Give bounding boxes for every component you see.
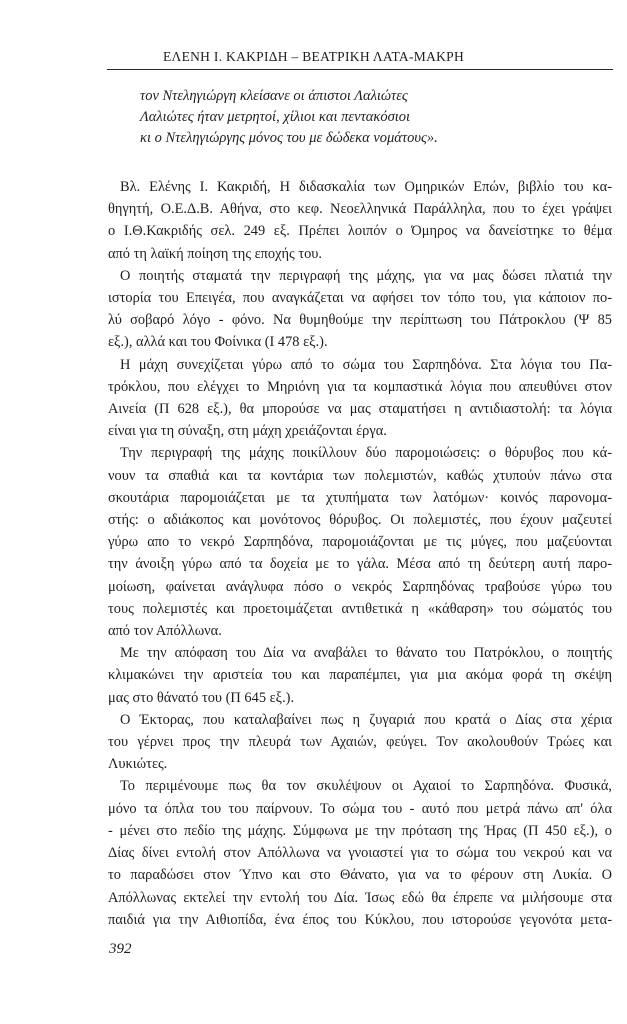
text-line: Απόλλωνας εκτελεί την εντολή του Δία. Ίσως εδώ θα έπρεπε να μιλήσουμε στα: [108, 889, 612, 906]
paragraph: [108, 442, 612, 642]
text-line: Την περιγραφή της μάχης ποικίλλουν δύο παρομοιώσεις: ο θόρυβος που κά-: [120, 445, 612, 462]
text-line: τρόκλου, που ελέγχει το Μηριόνη για τα κομπαστικά λόγια που απευθύνει στον: [108, 378, 612, 395]
text-line: Το περιμένουμε πως θα τον σκυλέψουν οι Αχαιοί το Σαρπηδόνα. Φυσικά,: [120, 778, 612, 795]
paragraph: [108, 176, 612, 265]
text-line: από τη λαϊκή ποίηση της εποχής του.: [108, 245, 323, 262]
text-line: μόνο τα όπλα του του παίρνουν. Το σώμα του - αυτό που μετρά πάνω απ' όλα: [108, 800, 612, 817]
text-line: μας στο θάνατό του (Π 645 εξ.).: [108, 689, 295, 706]
text-line: είναι για τη σύναξη, στη μάχη χρειάζονται έργα.: [108, 423, 387, 440]
text-line: το παραδώσει στον Ύπνο και στο Θάνατο, για να το φέρουν στη Λυκία. Ο: [108, 867, 612, 884]
text-line: του γέρνει προς την πλευρά των Αχαιών, φεύγει. Τον ακολουθούν Τρώες και: [108, 734, 612, 751]
text-line: νουν τα σπαθιά και τα κοντάρια των πολεμιστών, καθώς χτυπούν πάνω στα: [108, 467, 612, 484]
body-text: [108, 176, 612, 931]
text-line: Η μάχη συνεχίζεται γύρω από το σώμα του Σαρπηδόνα. Στα λόγια του Πα-: [120, 356, 612, 373]
text-line: παιδιά για την Αιθιοπίδα, ένα έπος του Κύκλου, που ιστορούσε γεγονότα μετα-: [108, 911, 612, 928]
text-line: σκουτάρια παρομοιάζεται με τα χτυπήματα των λατόμων· κοινός παρονομα-: [108, 489, 612, 506]
text-line: - μένει στο πεδίο της μάχης. Σύμφωνα με την πρόταση της Ήρας (Π 450 εξ.), ο: [108, 822, 612, 839]
paragraph: [108, 709, 612, 776]
paragraph: [108, 265, 612, 354]
paragraph: [108, 354, 612, 443]
text-line: Λυκιώτες.: [108, 756, 168, 773]
text-line: ο Ι.Θ.Κακριδής σελ. 249 εξ. Πρέπει λοιπόν ο Όμηρος να δανείστηκε το θέμα: [108, 223, 612, 240]
header-rule: [107, 69, 613, 70]
text-line: λύ σοβαρό λόγο - φόνο. Να θυμηθούμε την περίπτωση του Πάτροκλου (Ψ 85: [108, 312, 612, 329]
running-head: ΕΛΕΝΗ Ι. ΚΑΚΡΙΔΗ – ΒΕΑΤΡΙΚΗ ΛΑΤΑ-ΜΑΚΡΗ: [162, 49, 465, 64]
text-line: κλιμακώνει την αριστεία του και παραπέμπει, για μια ακόμα φορά τη σκέψη: [108, 667, 612, 684]
text-line: γύρω απο το νεκρό Σαρπηδόνα, παρομοιάζονται με τις μύγες, που μαζεύονται: [108, 534, 612, 551]
text-line: την άνοιξη γύρω από τα δοχεία με το γάλα. Μέσα από τη δεύτερη αυτή παρο-: [108, 556, 612, 573]
text-line: μοίωση, φαίνεται ανάγλυφα πόσο ο νεκρός Σαρπηδόνας τραβούσε γύρω του: [108, 578, 612, 595]
verse-line: Λαλιώτες ήταν μετρητοί, χίλιοι και πεντακόσιοι: [140, 109, 411, 125]
page-number: 392: [109, 941, 132, 957]
verse-line: κι ο Ντεληγιώργης μόνος του με δώδεκα νομάτους».: [140, 130, 438, 146]
text-line: Δίας δίνει εντολή στον Απόλλωνα να γνοιαστεί για το σώμα του νεκρού και να: [108, 845, 612, 862]
paragraph: [108, 642, 612, 709]
verse-line: τον Ντεληγιώργη κλείσανε οι άπιστοι Λαλιώτες: [140, 88, 408, 104]
text-line: Ο Έκτορας, που καταλαβαίνει πως η ζυγαριά που κρατά ο Δίας στα χέρια: [120, 711, 612, 728]
text-line: στής: ο αδιάκοπος και μονότονος θόρυβος. Οι πολεμιστές, που έχουν μαζευτεί: [108, 512, 612, 529]
text-line: Με την απόφαση του Δία να αναβάλει το θάνατο του Πατρόκλου, ο ποιητής: [120, 645, 612, 662]
paragraph: [108, 775, 612, 930]
text-line: Ο ποιητής σταματά την περιγραφή της μάχης, για να μας δώσει πλατιά την: [120, 267, 612, 284]
text-line: ιστορία του Επειγέα, που αναγκάζεται να αφήσει τον τόπο του, για κάποιον πο-: [108, 290, 612, 307]
text-line: τους πολεμιστές και προετοιμάζεται αντιθετικά η «κάθαρση» του σώματός του: [108, 600, 612, 617]
text-line: εξ.), αλλά και του Φοίνικα (Ι 478 εξ.).: [108, 334, 328, 351]
text-line: θηγητή, Ο.Ε.Δ.Β. Αθήνα, στο κεφ. Νεοελληνικά Παράλληλα, που το έχει γράψει: [108, 201, 612, 218]
text-line: Βλ. Ελένης Ι. Κακριδή, Η διδασκαλία των Ομηρικών Επών, βιβλίο του κα-: [120, 179, 612, 195]
verse-quote: [140, 86, 610, 149]
text-line: Αινεία (Π 628 εξ.), θα μπορούσε να μας σταματήσει η αντιδιαστολή: τα λόγια: [108, 401, 612, 418]
text-line: από τον Απόλλωνα.: [108, 623, 222, 640]
